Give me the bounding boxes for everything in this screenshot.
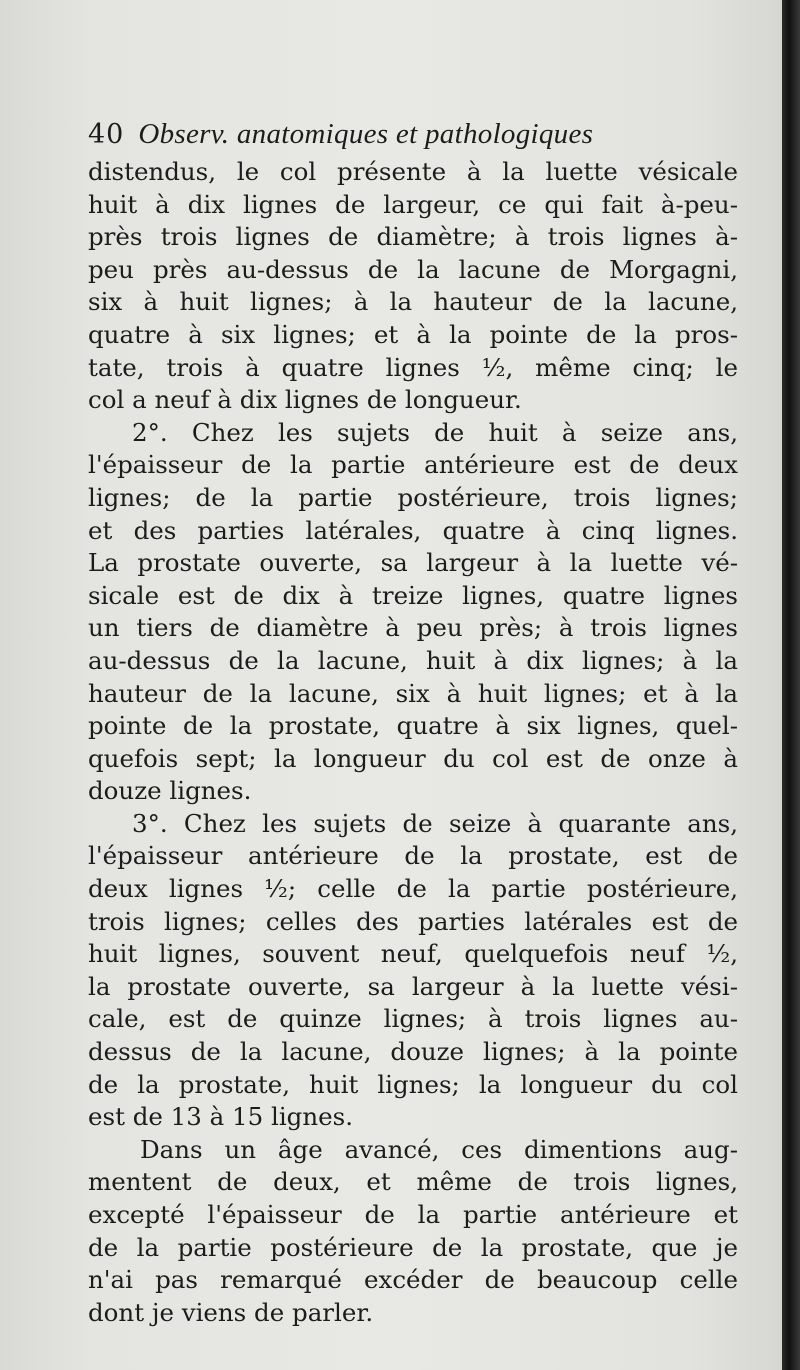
text-line: l'épaisseur de la partie antérieure est de deux	[88, 450, 738, 480]
text-line: trois lignes; celles des parties latérales est de	[88, 906, 738, 936]
text-line: six à huit lignes; à la hauteur de la lacune,	[88, 287, 738, 317]
text-line: quefois sept; la longueur du col est de onze à	[88, 743, 738, 773]
text-line: hauteur de la lacune, six à huit lignes; et à la	[88, 678, 738, 708]
page-edge-shadow	[782, 0, 800, 1370]
text-line: douze lignes.	[88, 776, 252, 806]
text-line: l'épaisseur antérieure de la prostate, est de	[88, 841, 738, 871]
text-line: distendus, le col présente à la luette vésicale	[88, 157, 738, 186]
text-line: col a neuf à dix lignes de longueur.	[88, 385, 522, 415]
page-number: 40	[88, 119, 125, 150]
text-line: la prostate ouverte, sa largeur à la luette vési-	[88, 971, 738, 1001]
text-line: n'ai pas remarqué excéder de beaucoup celle	[88, 1265, 738, 1295]
text-line: 3°. Chez les sujets de seize à quarante ans,	[132, 808, 738, 838]
text-line: huit à dix lignes de largeur, ce qui fait à-peu-	[88, 189, 738, 219]
text-line: tate, trois à quatre lignes ½, même cinq; le	[88, 352, 738, 382]
text-line: dont je viens de parler.	[88, 1297, 374, 1327]
text-line: de la prostate, huit lignes; la longueur du col	[88, 1069, 738, 1099]
text-line: au-dessus de la lacune, huit à dix lignes; à la	[88, 645, 738, 675]
text-line: excepté l'épaisseur de la partie antérieure et	[88, 1200, 738, 1229]
text-line: pointe de la prostate, quatre à six lignes, quel-	[88, 711, 738, 741]
text-line: dessus de la lacune, douze lignes; à la pointe	[88, 1037, 738, 1067]
text-line: peu près au-dessus de la lacune de Morgagni,	[88, 254, 738, 284]
page-text	[88, 112, 738, 1329]
text-line: 2°. Chez les sujets de huit à seize ans,	[132, 417, 738, 447]
text-line: quatre à six lignes; et à la pointe de la pros-	[88, 319, 738, 349]
text-line: Dans un âge avancé, ces dimentions aug-	[140, 1134, 738, 1164]
text-line: est de 13 à 15 lignes.	[88, 1102, 353, 1132]
text-line: près trois lignes de diamètre; à trois lignes à-	[88, 222, 738, 252]
text-line: La prostate ouverte, sa largeur à la luette vé-	[88, 548, 738, 578]
text-line: de la partie postérieure de la prostate, que je	[88, 1232, 738, 1262]
text-line: deux lignes ½; celle de la partie postérieure,	[88, 874, 738, 904]
running-head	[88, 112, 738, 156]
text-line: un tiers de diamètre à peu près; à trois lignes	[88, 613, 738, 643]
text-line: sicale est de dix à treize lignes, quatre lignes	[88, 580, 738, 610]
running-title: Observ. anatomiques et pathologiques	[138, 118, 594, 150]
text-line: et des parties latérales, quatre à cinq lignes.	[88, 515, 738, 545]
text-line: mentent de deux, et même de trois lignes,	[88, 1167, 738, 1197]
text-line: cale, est de quinze lignes; à trois lignes au-	[88, 1004, 738, 1034]
text-line: lignes; de la partie postérieure, trois lignes;	[88, 482, 738, 512]
text-line: huit lignes, souvent neuf, quelquefois neuf ½,	[88, 939, 738, 969]
